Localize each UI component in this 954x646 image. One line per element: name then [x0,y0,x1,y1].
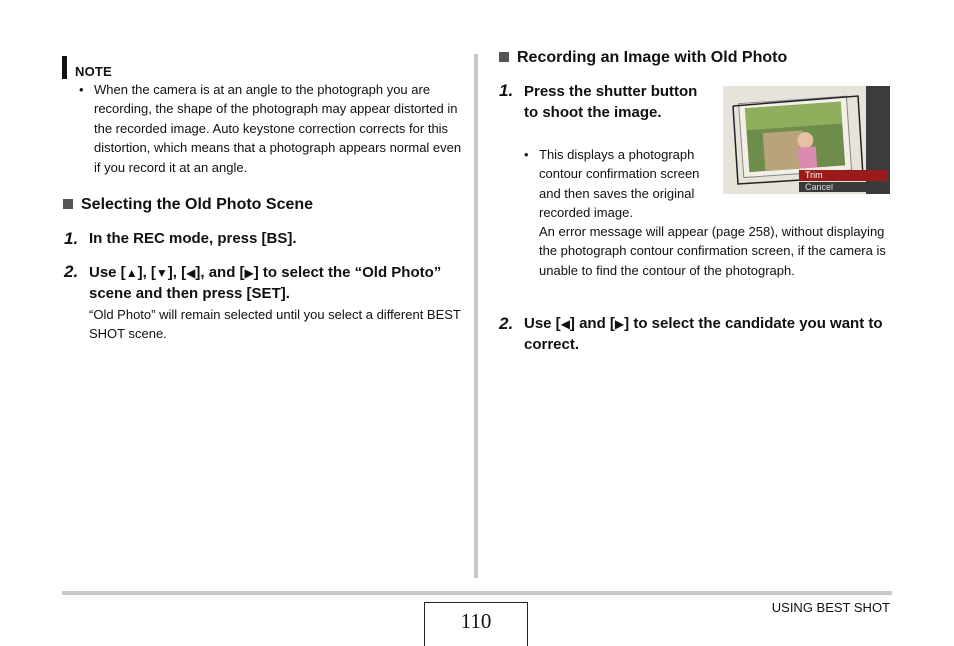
left-arrow-icon: ◀ [560,317,570,331]
bullet-dot-icon: • [79,82,84,97]
right-section-heading [499,49,787,67]
left-step-2-text: Use [▲], [▼], [◀], and [▶] to select the “Old Photo” scene and then press [SET]. [89,264,442,302]
left-step-2-number: 2. [64,262,79,281]
page-number: 110 [424,602,528,646]
right-step-1-extra: An error message will appear (page 258), without displaying the photograph contour confirmation screen, if the camera is unable to find the contour of the photograph. [539,224,886,278]
right-step-1-number: 1. [499,81,514,100]
footer-section-title: USING BEST SHOT [771,600,890,615]
left-section-heading [63,196,313,214]
right-step-2-number: 2. [499,314,514,333]
menu-item-trim[interactable]: Trim [799,170,887,181]
square-bullet-icon [63,199,73,209]
down-arrow-icon: ▼ [155,266,168,280]
left-section-heading-text: Selecting the Old Photo Scene [81,196,314,213]
note-bullet-text: When the camera is at an angle to the photograph you are recording, the shape of the photograph may appear distorted in the recorded image. Auto keystone correction corrects for this distortion, which means that a photograph appears normal even if you record it at an angle. [94,82,462,175]
bullet-dot-icon: • [524,147,529,162]
note-bullet [79,80,469,177]
right-step-2-text: Use [◀] and [▶] to select the candidate you want to correct. [524,315,883,353]
note-label: NOTE [75,64,112,79]
left-step-1-text: In the REC mode, press [BS]. [89,230,297,247]
column-divider [474,54,478,578]
right-arrow-icon: ▶ [614,317,625,331]
up-arrow-icon: ▲ [125,266,138,280]
right-step-1-bullet [524,145,709,223]
right-section-heading-text: Recording an Image with Old Photo [517,49,788,66]
footer-rule [62,591,892,595]
left-step-1-number: 1. [64,229,79,248]
right-arrow-icon: ▶ [244,266,254,280]
camera-screen-image [723,86,890,194]
note-marker-bar [62,56,67,79]
menu-item-cancel[interactable]: Cancel [799,182,887,192]
square-bullet-icon [499,52,509,62]
right-step-1-bullet-text: This displays a photograph contour confirmation screen and then saves the original recorded image. [539,147,700,221]
left-arrow-icon: ◀ [186,266,196,280]
left-step-2-note: “Old Photo” will remain selected until you select a different BEST SHOT scene. [89,307,461,342]
note-body [79,80,469,177]
right-step-1-text: Press the shutter button to shoot the image. [524,83,698,121]
